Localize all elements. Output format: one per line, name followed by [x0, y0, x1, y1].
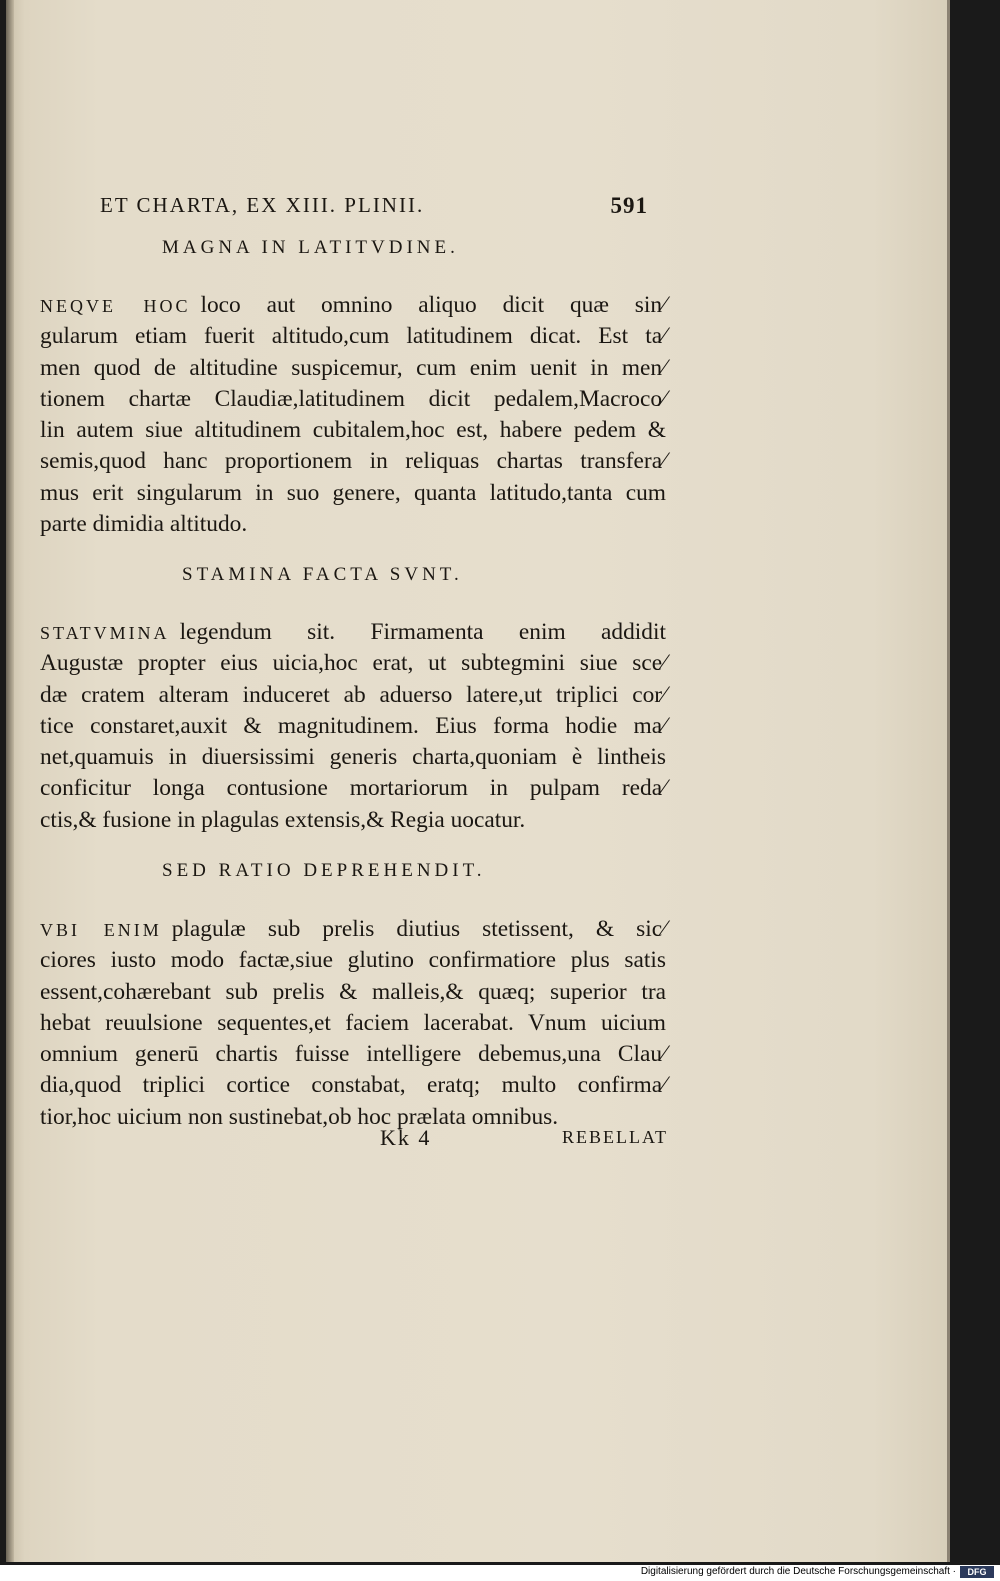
- paragraph-line: conficitur longa contusione mortariorum in pulpam reda⁄: [40, 775, 666, 802]
- dfg-logo: DFG: [960, 1566, 994, 1578]
- section-heading-2: STAMINA FACTA SVNT.: [182, 564, 463, 585]
- paragraph-lead: NEQVE HOC: [40, 296, 191, 316]
- section-heading-1: MAGNA IN LATITVDINE.: [162, 237, 459, 258]
- paragraph-2: [40, 617, 666, 836]
- running-title: ET CHARTA, EX XIII. PLINII.: [100, 193, 425, 217]
- paragraph-line: VBI ENIM plagulæ sub prelis diutius stetissent, & sic⁄: [40, 916, 666, 942]
- paragraph-line: NEQVE HOC loco aut omnino aliquo dicit quæ sin⁄: [40, 292, 667, 318]
- paragraph-line: essent,cohærebant sub prelis & malleis,& quæq; superior tra: [40, 978, 666, 1005]
- paragraph-1: [40, 290, 666, 540]
- paragraph-line: mus erit singularum in suo genere, quanta latitudo,tanta cum: [40, 479, 666, 506]
- paragraph-line: tice constaret,auxit & magnitudinem. Eius forma hodie ma⁄: [40, 712, 666, 739]
- paragraph-line: ciores iusto modo factæ,siue glutino confirmatiore plus satis: [40, 947, 666, 974]
- section-heading-3: SED RATIO DEPREHENDIT.: [162, 860, 486, 881]
- page-gutter-shadow: [6, 0, 14, 1562]
- catchword: REBELLAT: [562, 1127, 668, 1147]
- paragraph-line: parte dimidia altitudo.: [40, 511, 248, 538]
- paragraph-line: net,quamuis in diuersissimi generis charta,quoniam è lintheis: [40, 744, 666, 771]
- paragraph-line: men quod de altitudine suspicemur, cum enim uenit in men⁄: [40, 354, 666, 381]
- paragraph-line: omnium generū chartis fuisse intelligere debemus,una Clau⁄: [40, 1041, 666, 1068]
- paragraph-line: ctis,& fusione in plagulas extensis,& Regia uocatur.: [40, 806, 526, 833]
- paragraph-line: Augustæ propter eius uicia,hoc erat, ut subtegmini siue sce⁄: [40, 650, 666, 677]
- paragraph-lead: STATVMINA: [40, 623, 170, 643]
- paragraph-3: [40, 914, 666, 1133]
- paragraph-line: lin autem siue altitudinem cubitalem,hoc est, habere pedem &: [40, 417, 666, 444]
- paragraph-line: STATVMINA legendum sit. Firmamenta enim addidit: [40, 619, 666, 645]
- paragraph-line: semis,quod hanc proportionem in reliquas chartas transfera⁄: [40, 448, 666, 475]
- paragraph-line: hebat reuulsione sequentes,et faciem lacerabat. Vnum uicium: [40, 1009, 666, 1036]
- page-number: 591: [610, 193, 648, 218]
- signature-mark: Kk 4: [380, 1125, 432, 1150]
- paragraph-line: tior,hoc uicium non sustinebat,ob hoc prælata omnibus.: [40, 1103, 559, 1130]
- paragraph-line: dia,quod triplici cortice constabat, eratq; multo confirma⁄: [40, 1072, 666, 1099]
- paragraph-line: gularum etiam fuerit altitudo,cum latitudinem dicat. Est ta⁄: [40, 323, 666, 350]
- paragraph-lead: VBI ENIM: [40, 920, 162, 940]
- digitization-credit: Digitalisierung gefördert durch die Deutsche Forschungsgemeinschaft ·: [640, 1566, 956, 1577]
- paragraph-line: dæ cratem alteram induceret ab aduerso latere,ut triplici cor⁄: [40, 681, 666, 708]
- paragraph-line: tionem chartæ Claudiæ,latitudinem dicit pedalem,Macroco⁄: [40, 385, 666, 412]
